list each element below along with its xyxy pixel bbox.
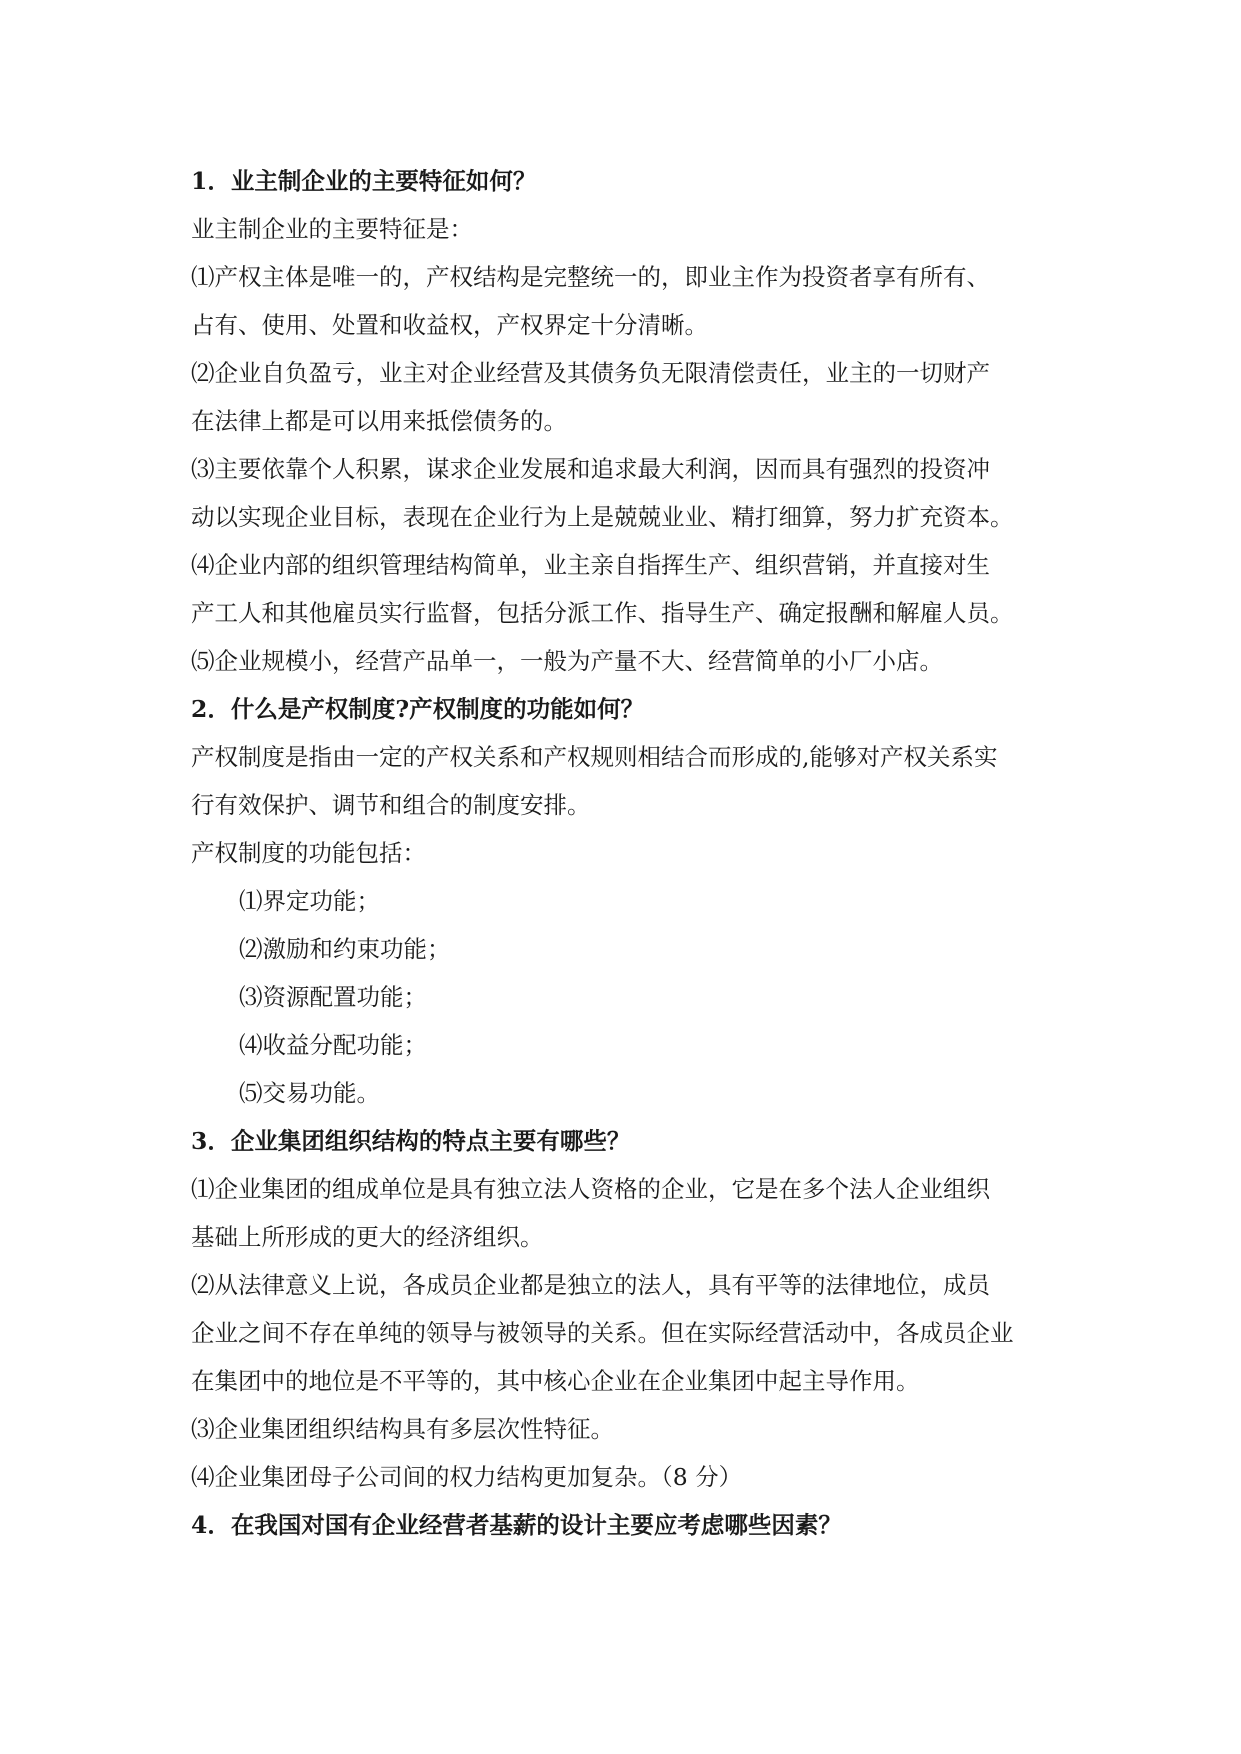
list-item: ⑵激励和约束功能；: [239, 935, 451, 963]
paragraph-line: ⑶主要依靠个人积累，谋求企业发展和追求最大利润，因而具有强烈的投资冲: [191, 455, 990, 483]
paragraph-line: ⑷企业内部的组织管理结构简单，业主亲自指挥生产、组织营销，并直接对生: [191, 551, 990, 579]
list-item: ⑴界定功能；: [239, 887, 380, 915]
paragraph-line: 占有、使用、处置和收益权，产权界定十分清晰。: [191, 311, 708, 339]
paragraph-line: 在法律上都是可以用来抵偿债务的。: [191, 407, 567, 435]
question-heading: 3．企业集团组织结构的特点主要有哪些？: [191, 1127, 631, 1155]
list-item: ⑶资源配置功能；: [239, 983, 427, 1011]
question-heading: 2．什么是产权制度?产权制度的功能如何？: [191, 695, 645, 723]
paragraph-line: ⑴产权主体是唯一的，产权结构是完整统一的，即业主作为投资者享有所有、: [191, 263, 990, 291]
list-item: ⑷收益分配功能；: [239, 1031, 427, 1059]
paragraph-line: ⑶企业集团组织结构具有多层次性特征。: [191, 1415, 614, 1443]
document-body: [191, 157, 1061, 1549]
paragraph-line: ⑵企业自负盈亏，业主对企业经营及其债务负无限清偿责任，业主的一切财产: [191, 359, 990, 387]
paragraph-line: ⑷企业集团母子公司间的权力结构更加复杂。（8 分）: [191, 1463, 743, 1491]
paragraph-line: ⑴企业集团的组成单位是具有独立法人资格的企业，它是在多个法人企业组织: [191, 1175, 990, 1203]
paragraph-line: 产工人和其他雇员实行监督，包括分派工作、指导生产、确定报酬和解雇人员。: [191, 599, 1014, 627]
paragraph-line: 动以实现企业目标，表现在企业行为上是兢兢业业、精打细算，努力扩充资本。: [191, 503, 1014, 531]
paragraph-line: 行有效保护、调节和组合的制度安排。: [191, 791, 591, 819]
paragraph-line: 产权制度是指由一定的产权关系和产权规则相结合而形成的,能够对产权关系实: [191, 743, 998, 771]
paragraph-line: 业主制企业的主要特征是：: [191, 215, 473, 243]
question-heading: 1．业主制企业的主要特征如何？: [191, 167, 537, 195]
paragraph-line: 企业之间不存在单纯的领导与被领导的关系。但在实际经营活动中，各成员企业: [191, 1319, 1014, 1347]
paragraph-line: 基础上所形成的更大的经济组织。: [191, 1223, 544, 1251]
list-item: ⑸交易功能。: [239, 1079, 380, 1107]
paragraph-line: ⑵从法律意义上说，各成员企业都是独立的法人，具有平等的法律地位，成员: [191, 1271, 990, 1299]
paragraph-line: 产权制度的功能包括：: [191, 839, 426, 867]
paragraph-line: 在集团中的地位是不平等的，其中核心企业在企业集团中起主导作用。: [191, 1367, 920, 1395]
question-heading: 4．在我国对国有企业经营者基薪的设计主要应考虑哪些因素？: [191, 1511, 842, 1539]
paragraph-line: ⑸企业规模小，经营产品单一，一般为产量不大、经营简单的小厂小店。: [191, 647, 943, 675]
